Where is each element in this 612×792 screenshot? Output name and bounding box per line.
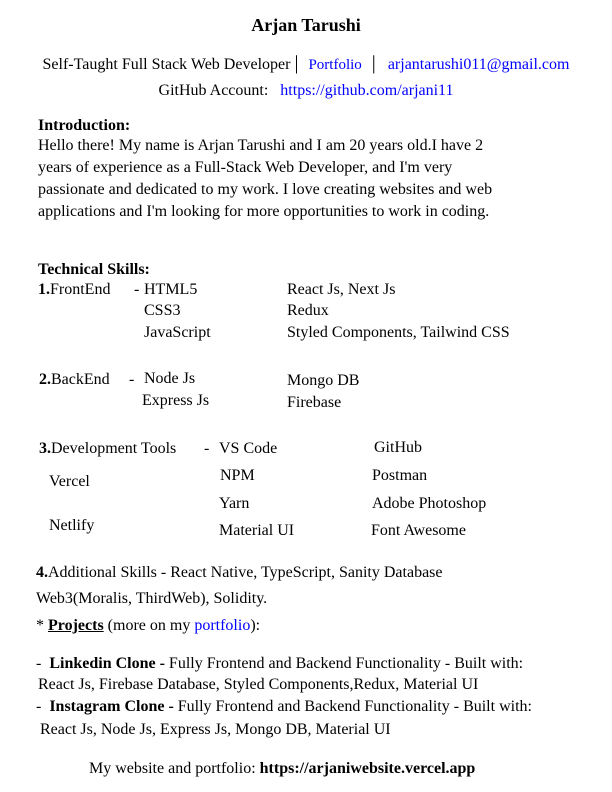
intro-line: Hello there! My name is Arjan Tarushi and I am 20 years old.I have 2: [38, 137, 484, 154]
section-label: FrontEnd: [50, 281, 111, 298]
section-number: 4.: [36, 564, 48, 581]
section-number: 3.: [39, 440, 51, 457]
project-stack: React Js, Node Js, Express Js, Mongo DB, Material UI: [40, 721, 391, 738]
github-link[interactable]: https://github.com/arjani11: [280, 82, 454, 99]
header-contact-line: [0, 53, 612, 75]
intro-line: applications and I'm looking for more opportunities to work in coding.: [38, 203, 490, 220]
separator: |: [294, 52, 299, 74]
skill-item: React Js, Next Js: [287, 281, 396, 298]
project-item: [36, 654, 523, 674]
project-description: Fully Frontend and Backend Functionality - Built with:: [177, 698, 532, 715]
project-name: Instagram Clone -: [49, 698, 174, 715]
additional-skills: [36, 563, 443, 583]
dash: -: [204, 440, 210, 457]
tools-label: [39, 439, 176, 459]
projects-note-end: ):: [250, 617, 261, 634]
email-link[interactable]: arjantarushi011@gmail.com: [387, 56, 570, 73]
intro-line: years of experience as a Full-Stack Web Developer, and I'm very: [38, 159, 453, 176]
projects-heading: Projects: [48, 617, 104, 634]
frontend-label: [38, 280, 110, 300]
projects-heading-line: [36, 616, 260, 636]
additional-skills-text: Additional Skills - React Native, TypeScript, Sanity Database: [48, 564, 443, 581]
additional-skills-line2: Web3(Moralis, ThirdWeb), Solidity.: [36, 590, 268, 607]
github-line: [0, 81, 612, 101]
github-label: GitHub Account:: [158, 82, 269, 99]
project-description: Fully Frontend and Backend Functionality - Built with:: [168, 655, 524, 672]
skill-item: Yarn: [219, 495, 250, 512]
introduction-heading: Introduction:: [38, 117, 131, 134]
skill-item: HTML5: [144, 281, 198, 298]
skill-item: Adobe Photoshop: [372, 495, 487, 512]
skill-item: Node Js: [144, 370, 196, 387]
bullet: *: [36, 617, 44, 634]
skill-item: VS Code: [219, 440, 278, 457]
skill-item: CSS3: [144, 302, 181, 319]
skill-item: NPM: [220, 467, 255, 484]
dash: -: [134, 281, 140, 298]
intro-line: passionate and dedicated to my work. I love creating websites and web: [38, 181, 493, 198]
website-link[interactable]: https://arjaniwebsite.vercel.app: [259, 760, 476, 777]
footer-label: My website and portfolio:: [89, 760, 256, 777]
skill-item: Firebase: [287, 394, 342, 411]
dash: -: [36, 698, 42, 715]
skill-item: Vercel: [49, 473, 90, 490]
technical-skills-heading: Technical Skills:: [38, 261, 150, 278]
section-label: Development Tools: [51, 440, 177, 457]
skill-item: GitHub: [374, 439, 422, 456]
dash: -: [129, 371, 135, 388]
section-label: BackEnd: [51, 371, 110, 388]
skill-item: Mongo DB: [287, 372, 360, 389]
job-title: Self-Taught Full Stack Web Developer: [42, 56, 291, 73]
skill-item: Material UI: [219, 522, 295, 539]
portfolio-inline-link[interactable]: portfolio: [194, 617, 251, 634]
footer: [89, 759, 475, 779]
skill-item: Redux: [287, 302, 329, 319]
resume-name: Arjan Tarushi: [251, 15, 361, 35]
skill-item: Postman: [372, 467, 428, 484]
skill-item: Styled Components, Tailwind CSS: [287, 324, 510, 341]
section-number: 1.: [38, 281, 50, 298]
project-stack: React Js, Firebase Database, Styled Components,Redux, Material UI: [38, 676, 479, 693]
portfolio-link[interactable]: Portfolio: [308, 57, 362, 73]
project-name: Linkedin Clone -: [49, 655, 165, 672]
backend-label: [39, 370, 110, 390]
project-item: [36, 697, 532, 717]
skill-item: Netlify: [49, 517, 95, 534]
skill-item: Express Js: [142, 392, 210, 409]
skill-item: JavaScript: [144, 324, 211, 341]
separator: |: [371, 52, 376, 74]
skill-item: Font Awesome: [371, 522, 466, 539]
projects-note: (more on my: [107, 617, 195, 634]
section-number: 2.: [39, 371, 51, 388]
dash: -: [36, 655, 42, 672]
